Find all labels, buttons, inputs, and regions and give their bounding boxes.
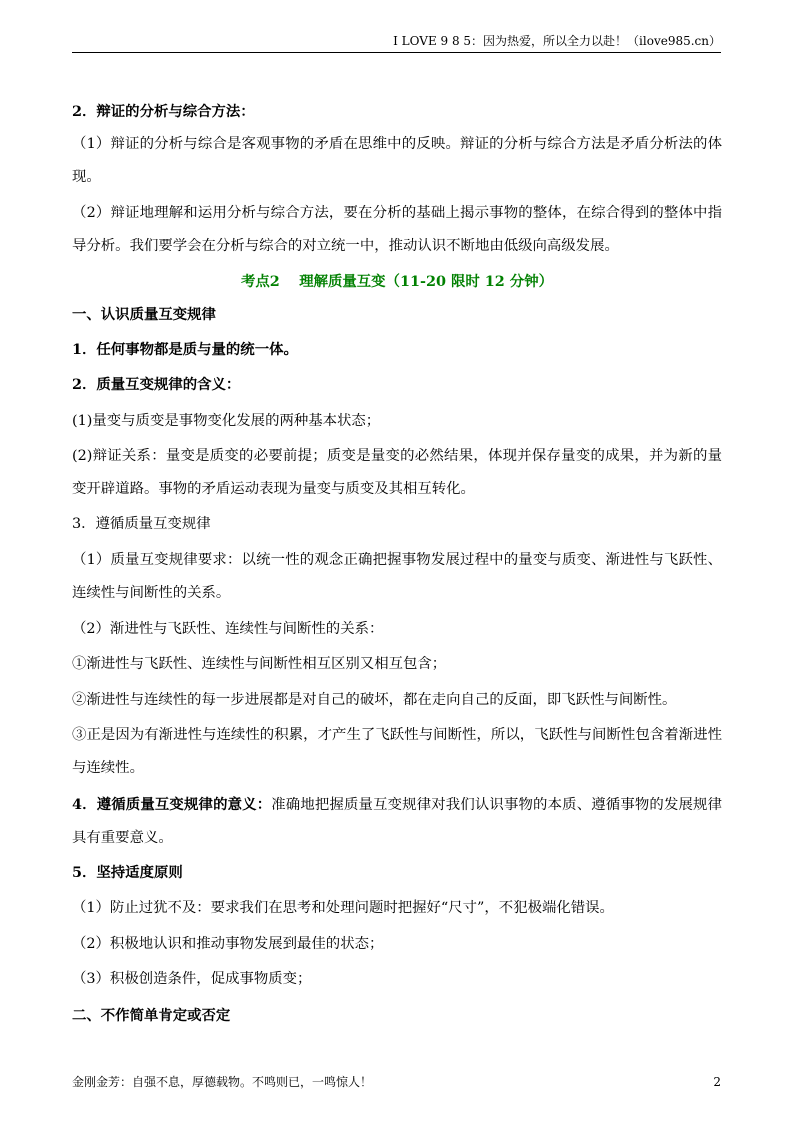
page-header: I LOVE 9 8 5：因为热爱，所以全力以赴！（ilove985.cn）: [393, 34, 721, 48]
section-2-para-2: （2）辩证地理解和运用分析与综合方法，要在分析的基础上揭示事物的整体，在综合得到的整体中指导分析。我们要学会在分析与综合的对立统一中，推动认识不断地由低级向高级发展。: [72, 205, 722, 254]
point-2-item-2: (2)辩证关系：量变是质变的必要前提；质变是量变的必然结果，体现并保存量变的成果，并为新的量变开辟道路。事物的矛盾运动表现为量变与质变及其相互转化。: [72, 448, 722, 497]
point-3-circle-2: ②渐进性与连续性的每一步进展都是对自己的破坏，都在走向自己的反面，即飞跃性与间断性。: [72, 692, 677, 708]
point-5-item-3: （3）积极创造条件，促成事物质变；: [72, 971, 312, 987]
kaodian-heading: 考点2 理解质量互变（11-20 限时 12 分钟）: [241, 273, 553, 290]
point-4-text: 准确地把握质量互变规律对我们认识事物的本质、遵循事物的发展规律具有重要意义。: [72, 797, 722, 846]
point-5-item-2: （2）积极地认识和推动事物发展到最佳的状态；: [72, 936, 384, 952]
point-1-title: 1．任何事物都是质与量的统一体。: [72, 341, 298, 358]
header-rule: [72, 52, 721, 53]
point-3-circle-3: ③正是因为有渐进性与连续性的积累，才产生了飞跃性与间断性，所以，飞跃性与间断性包含着渐进性与连续性。: [72, 727, 722, 776]
point-3-item-2: （2）渐进性与飞跃性、连续性与间断性的关系：: [72, 621, 384, 637]
point-5-item-1: （1）防止过犹不及：要求我们在思考和处理问题时把握好“尺寸”，不犯极端化错误。: [72, 900, 614, 916]
section-2-title: 2．辩证的分析与综合方法：: [72, 103, 255, 120]
section-2-para-1: （1）辩证的分析与综合是客观事物的矛盾在思维中的反映。辩证的分析与综合方法是矛盾分析法的体现。: [72, 136, 722, 185]
page-footer-motto: 金刚金芳：自强不息，厚德载物。不鸣则已，一鸣惊人！: [72, 1075, 373, 1089]
page-number: 2: [713, 1075, 721, 1089]
point-4-label: 4．遵循质量互变规律的意义：: [72, 796, 272, 813]
point-2-item-1: (1)量变与质变是事物变化发展的两种基本状态；: [72, 413, 381, 429]
part-2-title: 二、不作简单肯定或否定: [72, 1007, 231, 1024]
point-4-para: [72, 788, 722, 855]
part-1-title: 一、认识质量互变规律: [72, 306, 216, 323]
point-5-title: 5．坚持适度原则: [72, 864, 183, 881]
point-2-title: 2．质量互变规律的含义：: [72, 376, 241, 393]
point-3-item-1: （1）质量互变规律要求：以统一性的观念正确把握事物发展过程中的量变与质变、渐进性与飞跃性、连续性与间断性的关系。: [72, 552, 722, 601]
point-3-circle-1: ①渐进性与飞跃性、连续性与间断性相互区别又相互包含；: [72, 656, 447, 672]
point-3-title: 3．遵循质量互变规律: [72, 516, 211, 532]
